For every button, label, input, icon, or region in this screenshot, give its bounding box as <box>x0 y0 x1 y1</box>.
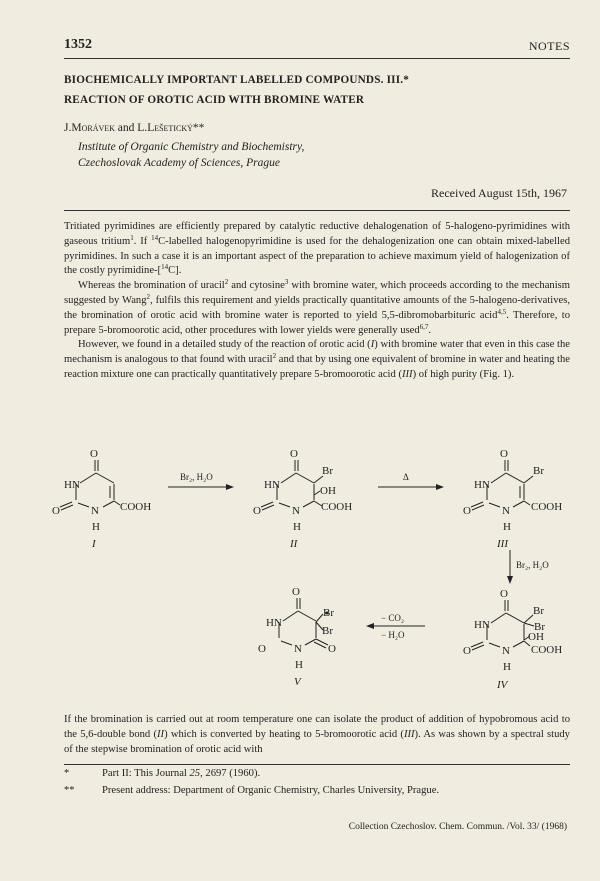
svg-text:H: H <box>92 521 100 533</box>
svg-text:O: O <box>253 505 261 517</box>
svg-text:Br: Br <box>322 465 333 477</box>
title-line-2: REACTION OF OROTIC ACID WITH BROMINE WATER <box>64 94 365 106</box>
svg-text:H: H <box>503 521 511 533</box>
author-2: Lešetický <box>147 122 193 134</box>
svg-text:N: N <box>502 505 510 517</box>
compound-label-IV: IV <box>497 679 508 691</box>
svg-text:O: O <box>463 645 471 657</box>
reaction-scheme <box>0 440 600 710</box>
svg-text:H: H <box>503 661 511 673</box>
svg-text:OH: OH <box>528 631 544 643</box>
svg-text:COOH: COOH <box>321 501 353 513</box>
footnote-1: * Part II: This Journal 25, 2697 (1960). <box>64 768 261 779</box>
svg-text:O: O <box>292 586 300 598</box>
svg-text:N: N <box>91 505 99 517</box>
svg-text:Br: Br <box>533 465 544 477</box>
reagent-1: Br₂, H₂O <box>180 472 213 482</box>
paragraph-1: Tritiated pyrimidines are efficiently prepared by catalytic reductive dehalogenation of 5-halogeno-pyrimidines with gaseous tritium$^1$. If $^{14}$C-labelled halogenopyrimidine is used for the dehalogenization one can obtain mixed-labelled pyrimidines. In such a case it is an important aspect of the preparation to achieve maximum yield of halogenization of the costly pyrimidine-[$^{14}$C]. <box>64 221 570 277</box>
reagent-heat: Δ <box>403 472 409 482</box>
footnote-2: ** Present address: Department of Organic Chemistry, Charles University, Prague. <box>64 785 440 796</box>
author-1: Morávek <box>71 122 115 134</box>
reagent-minus-co2: − CO₂ <box>381 613 404 623</box>
svg-text:O: O <box>290 448 298 460</box>
abstract-rule <box>64 210 570 211</box>
svg-text:N: N <box>294 643 302 655</box>
svg-text:O: O <box>463 505 471 517</box>
svg-text:O: O <box>52 505 60 517</box>
svg-text:Br: Br <box>534 621 545 633</box>
svg-text:H: H <box>293 521 301 533</box>
journal-footer: Collection Czechoslov. Chem. Commun. /Vol. 33/ (1968) <box>348 822 567 832</box>
authors: J.Morávek and L.Lešetický** <box>64 122 205 134</box>
svg-text:HN: HN <box>64 479 80 491</box>
svg-text:H: H <box>295 659 303 671</box>
svg-text:Br: Br <box>533 605 544 617</box>
received-date: Received August 15th, 1967 <box>431 186 567 200</box>
paragraph-3: However, we found in a detailed study of the reaction of orotic acid (I) with bromine water that even in this case the mechanism is analogous to that found with uracil$^2$ and that by using one equivalent of bromine in water and heating the reaction mixture one can practically quantitatively prepare 5-bromoorotic acid (III) of high purity (Fig. 1). <box>64 339 571 380</box>
institute-line-1: Institute of Organic Chemistry and Biochemistry, <box>78 141 305 153</box>
body-bottom <box>64 713 570 757</box>
svg-text:O: O <box>258 643 266 655</box>
body-top <box>64 220 570 383</box>
svg-text:COOH: COOH <box>531 501 563 513</box>
svg-text:Br: Br <box>323 607 334 619</box>
svg-text:O: O <box>328 643 336 655</box>
compound-label-III: III <box>497 538 508 550</box>
compound-label-II: II <box>290 538 298 550</box>
svg-text:OH: OH <box>320 485 336 497</box>
title-line-1: BIOCHEMICALLY IMPORTANT LABELLED COMPOUNDS. III.* <box>64 74 410 86</box>
svg-text:O: O <box>500 448 508 460</box>
svg-text:COOH: COOH <box>531 644 563 656</box>
reagent-minus-h2o: − H₂O <box>381 630 405 640</box>
svg-text:N: N <box>292 505 300 517</box>
reagent-2: Br₂, H₂O <box>516 560 549 570</box>
institute-line-2: Czechoslovak Academy of Sciences, Prague <box>78 157 280 169</box>
section-name: NOTES <box>528 39 570 53</box>
header-rule <box>64 58 570 59</box>
svg-text:HN: HN <box>474 479 490 491</box>
compound-label-V: V <box>294 676 301 688</box>
page-number: 1352 <box>64 37 92 52</box>
svg-text:N: N <box>502 645 510 657</box>
footnote-rule <box>64 764 570 765</box>
svg-text:O: O <box>500 588 508 600</box>
svg-text:Br: Br <box>322 625 333 637</box>
svg-text:HN: HN <box>264 479 280 491</box>
svg-text:HN: HN <box>474 619 490 631</box>
svg-text:O: O <box>90 448 98 460</box>
svg-text:HN: HN <box>266 617 282 629</box>
paragraph-2: Whereas the bromination of uracil$^2$ and cytosine$^3$ with bromine water, which proceeds according to the mechanism suggested by Wang$^2$, fulfils this requirement and yields practically quantitative amounts of the 5-halogeno-derivatives, the bromination of orotic acid with bromine water is reported to yield 5,5-dibromobarbituric acid$^{4,5}$. Therefore, to prepare 5-bromoorotic acid, other procedures with lower yields were generally used$^{6,7}$. <box>64 278 570 336</box>
paragraph-4: If the bromination is carried out at room temperature one can isolate the product of addition of hypobromous acid to the 5,6-double bond (II) which is converted by heating to 5-bromoorotic acid (III). As was shown by a spectral study of the stepwise bromination of orotic acid with <box>64 714 570 755</box>
compound-label-I: I <box>92 538 96 550</box>
svg-text:COOH: COOH <box>120 501 152 513</box>
